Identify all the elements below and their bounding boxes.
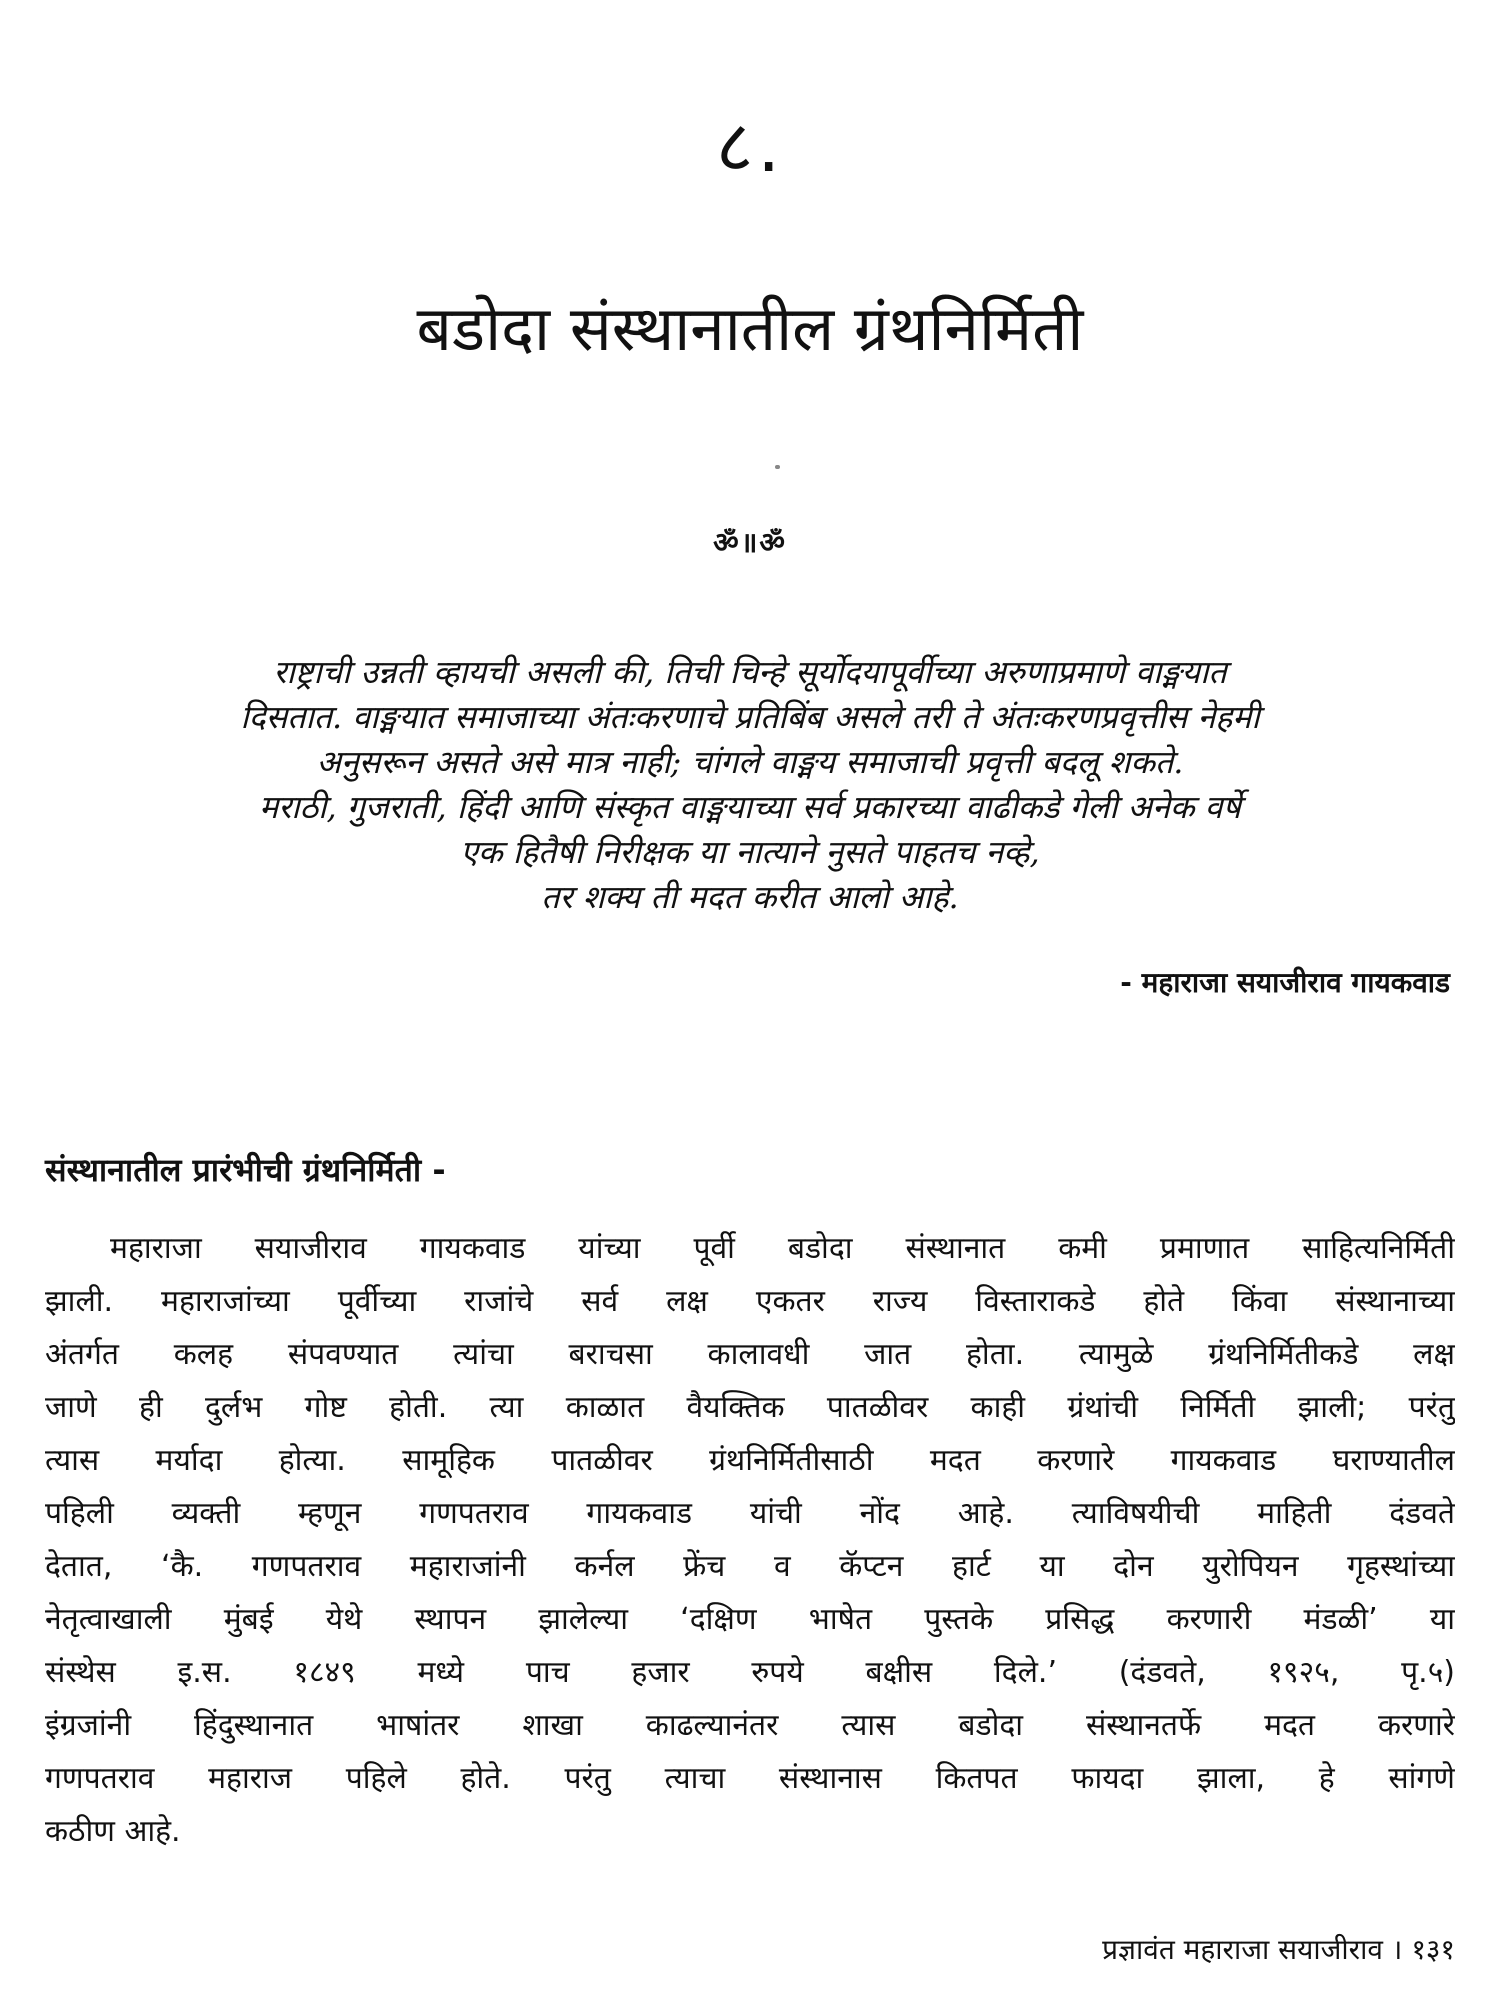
paragraph-line: झाली. महाराजांच्या पूर्वीच्या राजांचे सर्व लक्ष एकतर राज्य विस्ताराकडे होते किंवा संस्थानाच्या	[45, 1284, 1455, 1319]
paragraph-line: कठीण आहे.	[45, 1814, 181, 1849]
chapter-title: बडोदा संस्थानातील ग्रंथनिर्मिती	[416, 292, 1084, 365]
quote-line: एक हितैषी निरीक्षक या नात्याने नुसते पाहतच नव्हे,	[460, 833, 1040, 871]
decorative-dot	[775, 465, 780, 469]
paragraph-line: देतात, ‘कै. गणपतराव महाराजांनी कर्नल फ्रेंच व कॅप्टन हार्ट या दोन युरोपियन गृहस्थांच्या	[45, 1549, 1455, 1584]
paragraph-line: अंतर्गत कलह संपवण्यात त्यांचा बराचसा कालावधी जात होता. त्यामुळे ग्रंथनिर्मितीकडे लक्ष	[45, 1337, 1455, 1372]
quote-line: मराठी, गुजराती, हिंदी आणि संस्कृत वाङ्मयाच्या सर्व प्रकारच्या वाढीकडे गेली अनेक वर्षे	[259, 788, 1241, 826]
paragraph-line: गणपतराव महाराज पहिले होते. परंतु त्याचा संस्थानास कितपत फायदा झाला, हे सांगणे	[45, 1761, 1455, 1796]
epigraph-quote	[40, 650, 1460, 920]
quote-line: राष्ट्राची उन्नती व्हायची असली की, तिची चिन्हे सूर्योदयापूर्वीच्या अरुणाप्रमाणे वाङ्मयात	[273, 653, 1227, 691]
quote-line: दिसतात. वाङ्मयात समाजाच्या अंतःकरणाचे प्रतिबिंब असले तरी ते अंतःकरणप्रवृत्तीस नेहमी	[240, 698, 1260, 736]
paragraph-line: नेतृत्वाखाली मुंबई येथे स्थापन झालेल्या ‘दक्षिण भाषेत पुस्तके प्रसिद्ध करणारी मंडळी’ या	[45, 1602, 1455, 1637]
paragraph-line: जाणे ही दुर्लभ गोष्ट होती. त्या काळात वैयक्तिक पातळीवर काही ग्रंथांची निर्मिती झाली; परंतु	[45, 1390, 1455, 1425]
paragraph-line: संस्थेस इ.स. १८४९ मध्ये पाच हजार रुपये बक्षीस दिले.’ (दंडवते, १९२५, पृ.५)	[45, 1655, 1455, 1690]
page-footer: प्रज्ञावंत महाराजा सयाजीराव । १३१	[1102, 1933, 1455, 1966]
section-heading: संस्थानातील प्रारंभीची ग्रंथनिर्मिती -	[45, 1151, 446, 1189]
body-paragraph	[45, 1222, 1455, 1858]
quote-line: तर शक्य ती मदत करीत आलो आहे.	[541, 878, 959, 916]
quote-line: अनुसरून असते असे मात्र नाही; चांगले वाङ्मय समाजाची प्रवृत्ती बदलू शकते.	[316, 743, 1184, 781]
paragraph-line: पहिली व्यक्ती म्हणून गणपतराव गायकवाड यांची नोंद आहे. त्याविषयीची माहिती दंडवते	[45, 1496, 1455, 1531]
quote-author: - महाराजा सयाजीराव गायकवाड	[1120, 966, 1450, 999]
paragraph-line: इंग्रजांनी हिंदुस्थानात भाषांतर शाखा काढल्यानंतर त्यास बडोदा संस्थानतर्फे मदत करणारे	[45, 1708, 1455, 1743]
ornament-divider: ॐ॥ॐ	[713, 526, 787, 559]
paragraph-line: महाराजा सयाजीराव गायकवाड यांच्या पूर्वी बडोदा संस्थानात कमी प्रमाणात साहित्यनिर्मिती	[110, 1231, 1455, 1266]
chapter-number: ८.	[715, 104, 785, 188]
paragraph-line: त्यास मर्यादा होत्या. सामूहिक पातळीवर ग्रंथनिर्मितीसाठी मदत करणारे गायकवाड घराण्यातील	[45, 1443, 1455, 1478]
